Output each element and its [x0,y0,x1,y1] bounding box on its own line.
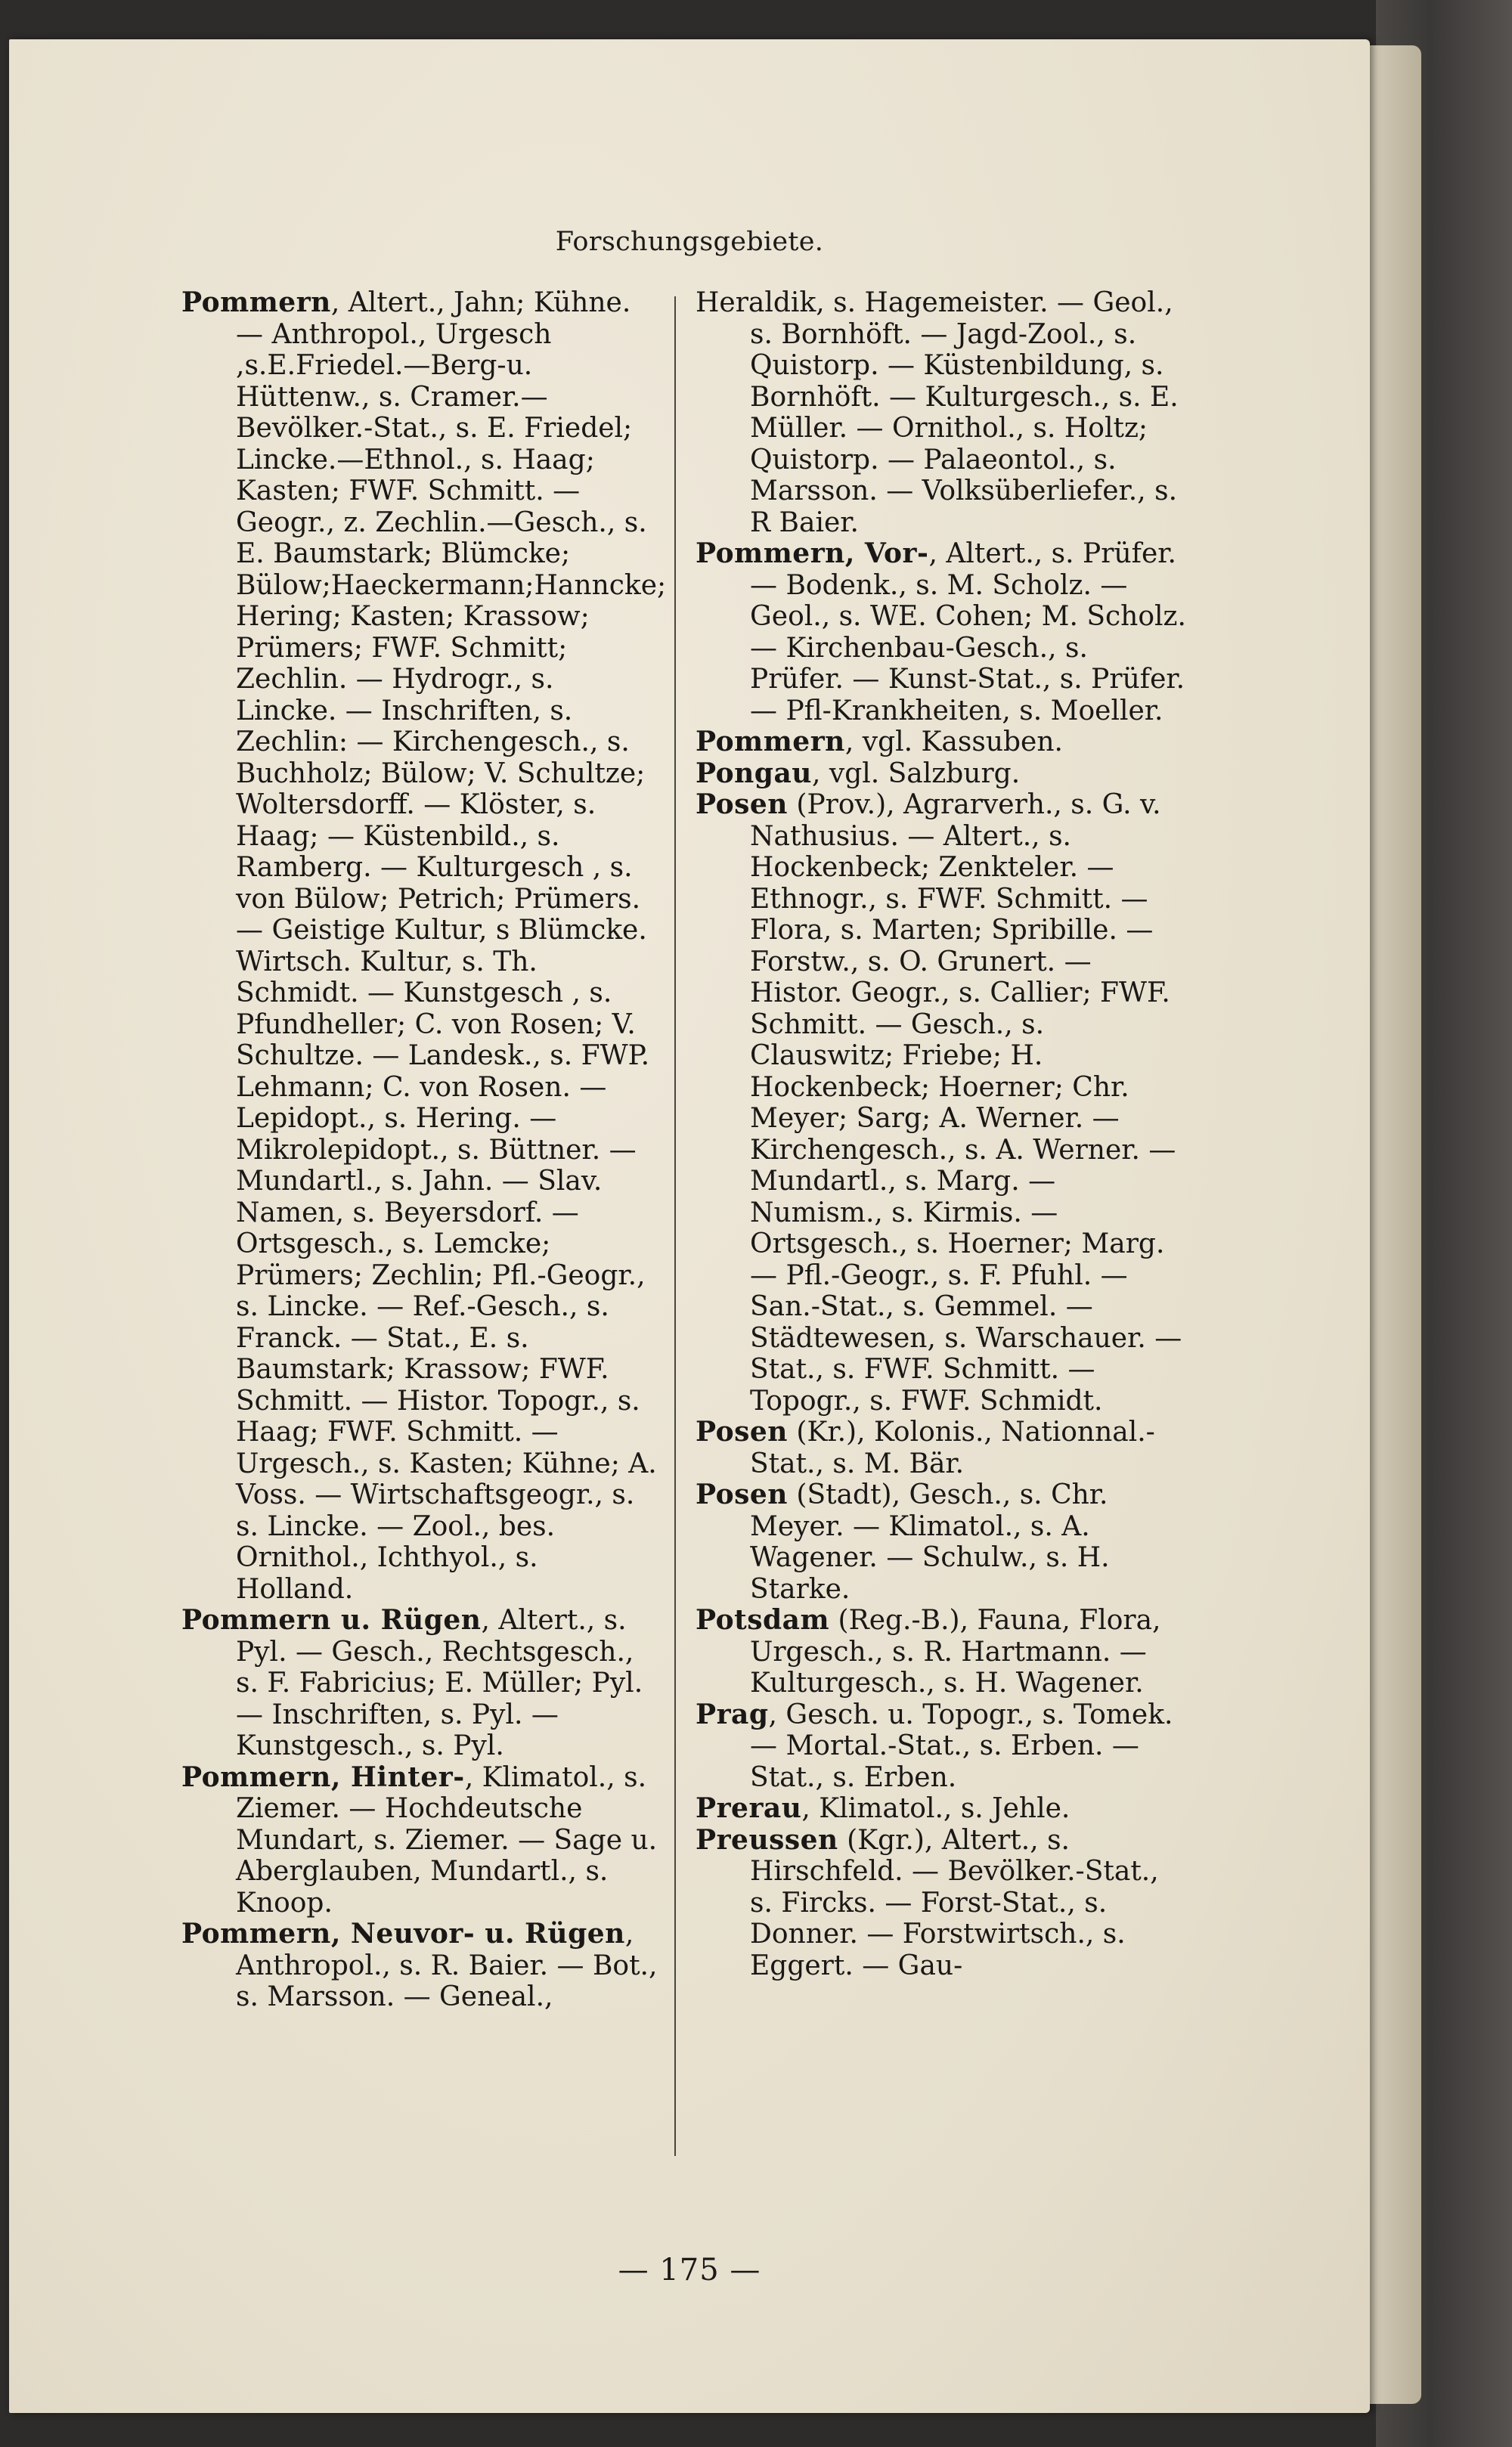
entry-term: Pommern [696,726,845,757]
entry-term: Pommern, Neuvor- u. Rügen [181,1918,625,1950]
entry-text: , Altert., s. Pyl. — Gesch., Rechtsgesch., s. F. Fabricius; E. Müller; Pyl. — Inschriften, s. Pyl. — Kunstgesch., s. Pyl. [236,1605,643,1761]
right-column [696,287,1187,1981]
entry-text: , Klimatol., s. Ziemer. — Hochdeutsche Mundart, s. Ziemer. — Sage u. Aberglauben, Mundartl., s. Knoop. [236,1761,658,1919]
book-page [9,39,1370,2413]
entry-text: (Kgr.), Altert., s. Hirschfeld. — Bevölker.-Stat., s. Fircks. — Forst-Stat., s. Donner. — Forstwirtsch., s. Eggert. — Gau- [750,1824,1159,1981]
index-entry [696,758,1187,790]
entry-text: Heraldik, s. Hagemeister. — Geol., s. Bornhöft. — Jagd-Zool., s. Quistorp. — Küstenbildung, s. Bornhöft. — Kulturgesch., s. E. Müller. — Ornithol., s. Holtz; Quistorp. — Palaeontol., s. Marsson. — Volksüberliefer., s. R Baier. [696,287,1179,538]
index-entry [696,1793,1187,1825]
entry-term: Pommern, Vor- [696,537,929,569]
index-entry [181,1762,659,1919]
entry-term: Pongau [696,757,812,789]
entry-text: , Anthropol., s. R. Baier. — Bot., s. Marsson. — Geneal., [236,1919,658,2012]
index-entry [696,1479,1187,1605]
entry-term: Posen [696,788,788,820]
left-column [181,287,667,2013]
index-entry [696,726,1187,758]
entry-text: , vgl. Kassuben. [844,726,1063,757]
entry-text: , Gesch. u. Topogr., s. Tomek. — Mortal.-Stat., s. Erben. — Stat., s. Erben. [750,1699,1173,1793]
index-entry [696,1605,1187,1699]
entry-term: Potsdam [696,1604,830,1636]
index-entry [181,1919,659,2013]
entry-text: , Altert., Jahn; Kühne. — Anthropol., Urgesch ,s.E.Friedel.—Berg-u. Hüttenw., s. Cramer.—Bevölker.-Stat., s. E. Friedel; Lincke.—Ethnol., s. Haag; Kasten; FWF. Schmitt. — Geogr., z. Zechlin.—Gesch., s. E. Baumstark; Blümcke; Bülow;Haeckermann;Hanncke; Hering; Kasten; Krassow; Prümers; FWF. Schmitt; Zechlin. — Hydrogr., s. Lincke. — Inschriften, s. Zechlin: — Kirchengesch., s. Buchholz; Bülow; V. Schultze; Woltersdorff. — Klöster, s. Haag; — Küstenbild., s. Ramberg. — Kulturgesch , s. von Bülow; Petrich; Prümers. — Geistige Kultur, s Blümcke. Wirtsch. Kultur, s. Th. Schmidt. — Kunstgesch , s. Pfundheller; C. von Rosen; V. Schultze. — Landesk., s. FWP. Lehmann; C. von Rosen. — Lepidopt., s. Hering. — Mikrolepidopt., s. Büttner. — Mundartl., s. Jahn. — Slav. Namen, s. Beyersdorf. — Ortsgesch., s. Lemcke; Prümers; Zechlin; Pfl.-Geogr., s. Lincke. — Ref.-Gesch., s. Franck. — Stat., E. s. Baumstark; Krassow; FWF. Schmitt. — Histor. Topogr., s. Haag; FWF. Schmitt. — Urgesch., s. Kasten; Kühne; A. Voss. — Wirtschaftsgeogr., s. s. Lincke. — Zool., bes. Ornithol., Ichthyol., s. Holland. [236,287,667,1605]
entry-term: Prerau [696,1792,802,1824]
entry-text: (Stadt), Gesch., s. Chr. Meyer. — Klimatol., s. A. Wagener. — Schulw., s. H. Starke. [750,1479,1110,1605]
entry-term: Pommern u. Rügen [181,1604,482,1636]
index-entry [181,1605,659,1762]
entry-term: Preussen [696,1823,838,1856]
entry-term: Posen [696,1479,788,1510]
index-entry [696,1825,1187,1982]
entry-text: (Reg.-B.), Fauna, Flora, Urgesch., s. R. Hartmann. — Kulturgesch., s. H. Wagener. [750,1605,1161,1699]
entry-text: , Altert., s. Prüfer. — Bodenk., s. M. Scholz. — Geol., s. WE. Cohen; M. Scholz. — Kirchenbau-Gesch., s. Prüfer. — Kunst-Stat., s. Prüfer. — Pfl-Krankheiten, s. Moeller. [750,538,1186,726]
page-header: Forschungsgebiete. [555,227,824,257]
index-entry [696,789,1187,1417]
entry-term: Pommern, Hinter- [181,1761,465,1793]
page-number: — 175 — [618,2253,761,2287]
index-entry [696,538,1187,726]
entry-text: , Klimatol., s. Jehle. [801,1793,1070,1824]
entry-term: Posen [696,1416,788,1448]
index-entry [696,287,1187,538]
index-entry [181,287,667,1605]
entry-text: (Kr.), Kolonis., Nationnal.-Stat., s. M. Bär. [750,1417,1155,1479]
column-divider [674,296,676,2156]
index-entry [696,1417,1187,1479]
entry-term: Prag [696,1698,769,1730]
entry-term: Pommern [181,287,331,318]
entry-text: , vgl. Salzburg. [811,757,1021,789]
entry-text: (Prov.), Agrarverh., s. G. v. Nathusius. — Altert., s. Hockenbeck; Zenkteler. — Ethnogr., s. FWF. Schmitt. — Flora, s. Marten; Spribille. — Forstw., s. O. Grunert. — Histor. Geogr., s. Callier; FWF. Schmitt. — Gesch., s. Clauswitz; Friebe; H. Hockenbeck; Hoerner; Chr. Meyer; Sarg; A. Werner. — Kirchengesch., s. A. Werner. — Mundartl., s. Marg. — Numism., s. Kirmis. — Ortsgesch., s. Hoerner; Marg. — Pfl.-Geogr., s. F. Pfuhl. — San.-Stat., s. Gemmel. — Städtewesen, s. Warschauer. — Stat., s. FWF. Schmitt. — Topogr., s. FWF. Schmidt. [750,789,1182,1417]
index-entry [696,1699,1187,1794]
